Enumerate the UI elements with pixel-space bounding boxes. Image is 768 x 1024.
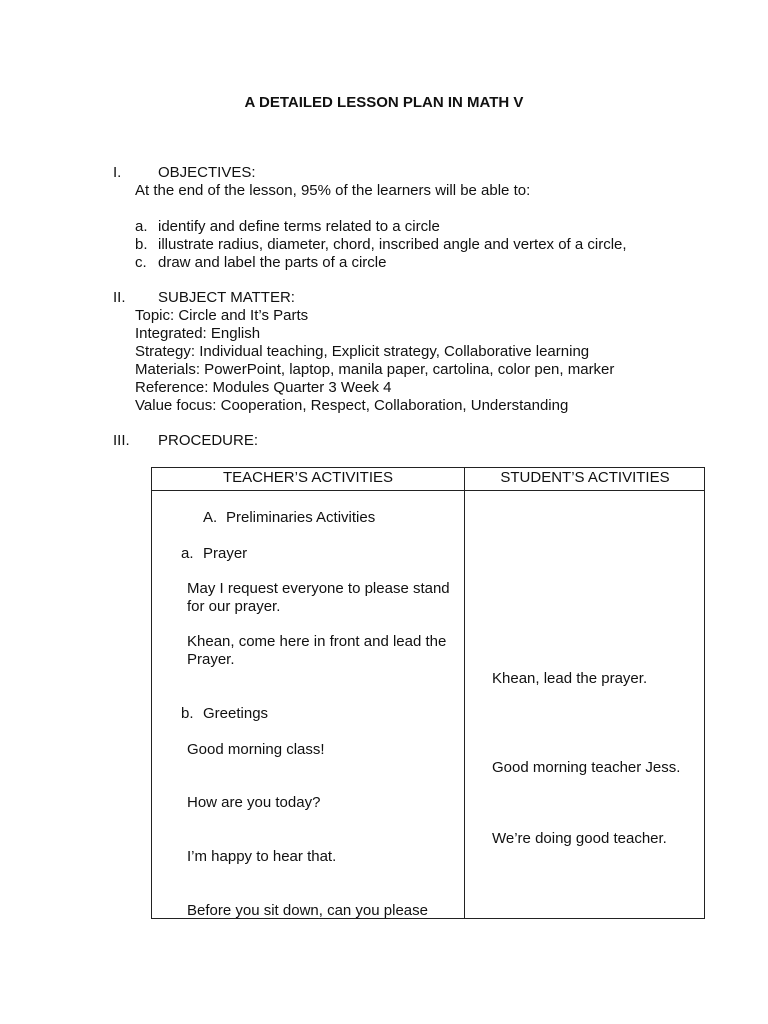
teacher-prayer-letter: a.: [181, 545, 194, 562]
student-doing-good: We’re doing good teacher.: [492, 830, 667, 847]
teacher-good-morning: Good morning class!: [187, 741, 325, 758]
subject-integrated: Integrated: English: [135, 325, 261, 342]
table-column-divider: [464, 468, 465, 918]
teacher-happy: I’m happy to hear that.: [187, 848, 337, 865]
subject-materials: Materials: PowerPoint, laptop, manila paper, cartolina, color pen, marker: [135, 361, 615, 378]
objective-item-c: draw and label the parts of a circle: [158, 254, 387, 271]
objective-letter-b: b.: [135, 236, 148, 253]
teacher-khean-line1: Khean, come here in front and lead the: [187, 633, 447, 650]
document-title: A DETAILED LESSON PLAN IN MATH V: [244, 94, 524, 111]
teacher-section-letter: A.: [203, 509, 218, 526]
section-numeral-objectives: I.: [113, 164, 122, 181]
student-lead-prayer: Khean, lead the prayer.: [492, 670, 648, 687]
table-header-divider: [152, 490, 704, 491]
teacher-section-title: Preliminaries Activities: [226, 509, 376, 526]
teacher-khean-line2: Prayer.: [187, 651, 235, 668]
objective-item-a: identify and define terms related to a circle: [158, 218, 440, 235]
objective-item-b: illustrate radius, diameter, chord, inscribed angle and vertex of a circle,: [158, 236, 627, 253]
section-numeral-procedure: III.: [113, 432, 130, 449]
teacher-greetings-title: Greetings: [203, 705, 269, 722]
teacher-greetings-letter: b.: [181, 705, 194, 722]
subject-topic: Topic: Circle and It’s Parts: [135, 307, 309, 324]
objective-letter-c: c.: [135, 254, 147, 271]
teacher-how-are-you: How are you today?: [187, 794, 321, 811]
section-heading-procedure: PROCEDURE:: [158, 432, 259, 449]
section-heading-subject-matter: SUBJECT MATTER:: [158, 289, 295, 306]
procedure-table: [151, 467, 705, 919]
section-heading-objectives: OBJECTIVES:: [158, 164, 256, 181]
teacher-sit-down: Before you sit down, can you please: [187, 902, 428, 919]
subject-strategy: Strategy: Individual teaching, Explicit strategy, Collaborative learning: [135, 343, 590, 360]
teacher-prayer-request-line1: May I request everyone to please stand: [187, 580, 450, 597]
table-header-student: STUDENT’S ACTIVITIES: [500, 469, 670, 486]
teacher-prayer-title: Prayer: [203, 545, 248, 562]
student-good-morning-reply: Good morning teacher Jess.: [492, 759, 681, 776]
subject-value-focus: Value focus: Cooperation, Respect, Collaboration, Understanding: [135, 397, 569, 414]
teacher-prayer-request-line2: for our prayer.: [187, 598, 281, 615]
section-numeral-subject-matter: II.: [113, 289, 126, 306]
objectives-intro: At the end of the lesson, 95% of the learners will be able to:: [135, 182, 531, 199]
subject-reference: Reference: Modules Quarter 3 Week 4: [135, 379, 392, 396]
objective-letter-a: a.: [135, 218, 148, 235]
table-header-teacher: TEACHER’S ACTIVITIES: [222, 469, 394, 486]
